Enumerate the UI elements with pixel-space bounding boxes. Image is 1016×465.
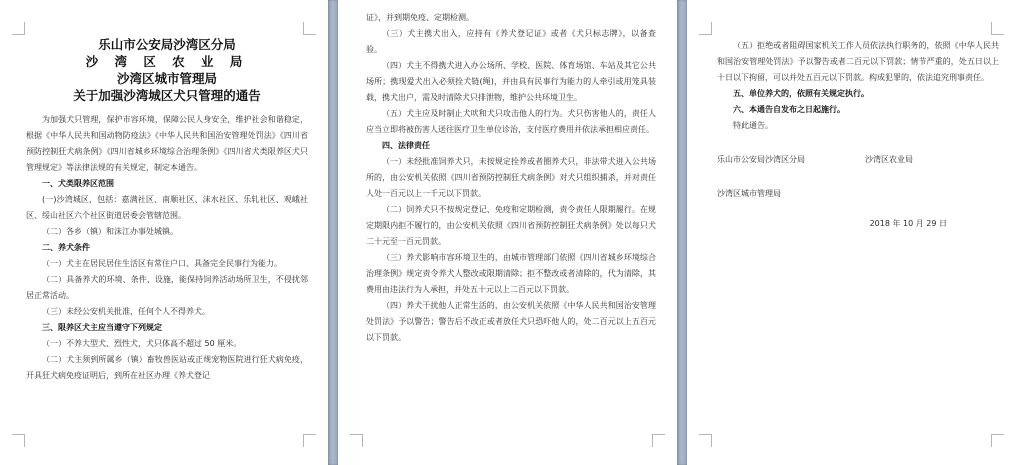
crop-mark (652, 434, 665, 447)
section-heading: 五、单位养犬的，依照有关规定执行。 (733, 89, 869, 98)
crop-mark (303, 22, 316, 35)
section-heading: 二、养犬条件 (42, 243, 90, 252)
crop-mark (303, 434, 316, 447)
section-heading: 一、犬类限养区范围 (42, 179, 114, 188)
signatory-police: 乐山市公安局沙湾区分局 (717, 155, 805, 164)
crop-mark (12, 22, 25, 35)
clause-paragraph: （五）犬主应及时制止犬吠和犬只攻击他人的行为。犬只伤害他人的，责任人应当立即将被伤害人送往医疗卫生单位诊治，支付医疗费用并依法承担相应责任。 (366, 109, 656, 134)
clause-paragraph: （三）养犬影响市容环境卫生的，由城市管理部门依照《四川省城乡环境综合治理条例》规定责令养犬人整改或限期清除；拒不整改或者清除的，代为清除，其费用由违法行为人承担，并处五十元以上二百元以下罚款。 (366, 253, 656, 294)
preamble-paragraph: 为加强犬只管理，保护市容环境，保障公民人身安全，维护社会和谐稳定，根据《中华人民共和国动物防疫法》《中华人民共和国治安管理处罚法》《四川省预防控制狂犬病条例》《四川省城乡环境综合治理条例》《四川省犬类限养区犬只管理规定》等法律法规的有关规定，制定本通告。 (26, 115, 308, 172)
document-page-1 (0, 0, 328, 465)
document-page-2 (338, 0, 677, 465)
crop-mark (991, 22, 1004, 35)
page-3-content (717, 38, 999, 232)
issuer-title-line: 沙 湾 区 农 业 局 (85, 54, 249, 69)
issuer-title-line: 乐山市公安局沙湾区分局 (98, 37, 236, 52)
closing-line: 特此通告。 (733, 121, 773, 130)
crop-mark (991, 434, 1004, 447)
signatory-urban-management: 沙湾区城市管理局 (717, 189, 781, 198)
clause-paragraph: （三）犬主携犬出入，应持有《养犬登记证》或者《犬只标志牌》，以备查验。 (366, 29, 656, 54)
signature-row (717, 152, 999, 168)
clause-paragraph: （五）拒绝或者阻碍国家机关工作人员依法执行职务的，依照《中华人民共和国治安管理处罚法》予以警告或者二百元以下罚款；情节严重的，处五日以上十日以下拘留，可以并处五百元以下罚款。构成犯罪的，依法追究刑事责任。 (717, 41, 999, 82)
clause-paragraph: （二）各乡（镇）和沫江办事处城镇。 (42, 227, 178, 236)
clause-paragraph: （二）犬主须到所属乡（镇）畜牧兽医站或正规宠物医院进行狂犬病免疫，开具狂犬病免疫证明后，到所在社区办理《养犬登记 (26, 355, 308, 380)
clause-paragraph: （三）未经公安机关批准，任何个人不得养犬。 (42, 307, 210, 316)
crop-mark (12, 434, 25, 447)
document-page-3 (687, 0, 1016, 465)
crop-mark (350, 434, 363, 447)
clause-paragraph: 证》，并到期免疫、定期检测。 (366, 13, 474, 22)
notice-title: 关于加强沙湾城区犬只管理的通告 (73, 88, 261, 103)
section-heading: 三、限养区犬主应当遵守下列规定 (42, 323, 162, 332)
section-heading: 六、本通告自发布之日起施行。 (733, 105, 845, 114)
clause-paragraph: （二）饲养犬只不按规定登记、免疫和定期检测，责令责任人限期履行。在规定期限内拒不履行的，由公安机关依照《四川省预防控制狂犬病条例》处以每只犬二十元至一百元罚款。 (366, 205, 656, 246)
issuer-title-line: 沙湾区城市管理局 (116, 71, 217, 86)
clause-paragraph: （一）不养大型犬、烈性犬，犬只体高不超过 50 厘米。 (42, 339, 242, 348)
page-1-content (26, 36, 308, 384)
page-separator (328, 0, 338, 465)
clause-paragraph: （一）犬主在居民居住生活区有常住户口、具备完全民事行为能力。 (42, 259, 282, 268)
clause-paragraph: （四）犬主不得携犬进入办公场所、学校、医院、体育场馆、车站及其它公共场所；携现爱犬出入必须拴犬链(绳)，并由具有民事行为能力的人牵引或用笼具装载，携犬出户，需及时清除犬只排泄物，维护公共环境卫生。 (366, 61, 656, 102)
clause-paragraph: (一)沙湾城区，包括：嘉满社区、南顺社区、沫水社区、乐轧社区、观峨社区、绥山社区六个社区街道居委会管辖范围。 (26, 195, 308, 220)
section-heading: 四、法律责任 (382, 141, 430, 150)
issue-date: 2018 年 10 月 29 日 (869, 219, 947, 228)
clause-paragraph: （二）具备养犬的环境、条件、设施，能保持饲养活动场所卫生，不侵扰邻居正常活动。 (26, 275, 308, 300)
crop-mark (699, 434, 712, 447)
clause-paragraph: （四）养犬干扰他人正常生活的，由公安机关依照《中华人民共和国治安管理处罚法》予以警告；警告后不改正或者放任犬只恐吓他人的，处二百元以上五百元以下罚款。 (366, 301, 656, 342)
page-separator (677, 0, 687, 465)
crop-mark (699, 22, 712, 35)
page-2-content (366, 10, 656, 346)
clause-paragraph: （一）未经批准饲养犬只，未按规定拴养或者圈养犬只，非法带犬进入公共场所的，由公安机关依照《四川省预防控制狂犬病条例》对犬只组织捕杀，并对责任人处一百元以上一千元以下罚款。 (366, 157, 656, 198)
signatory-agriculture: 沙湾区农业局 (865, 155, 913, 164)
